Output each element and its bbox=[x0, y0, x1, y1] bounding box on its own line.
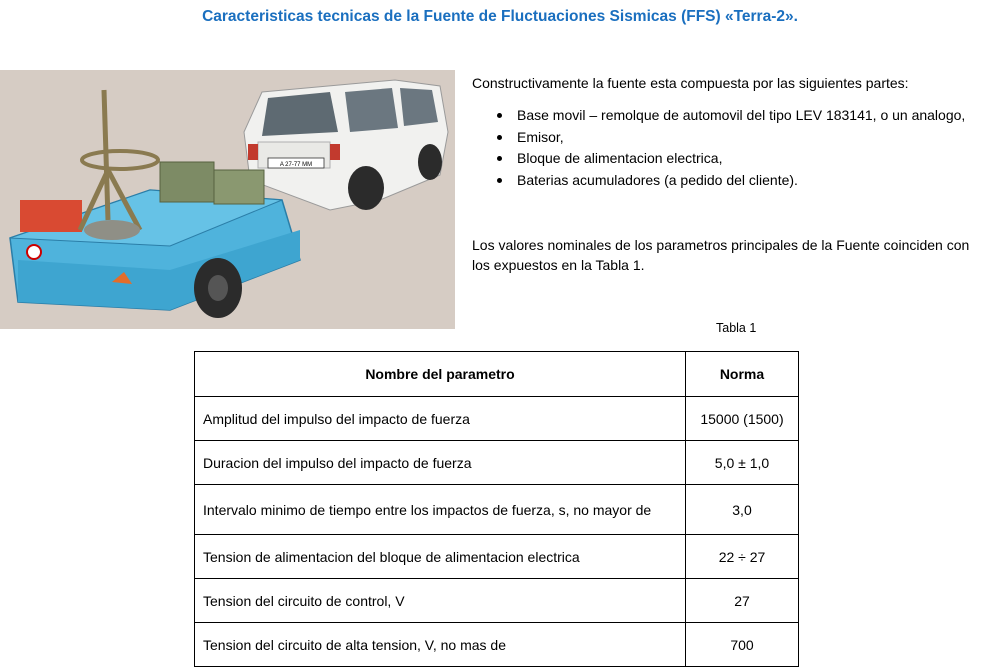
parameter-name: Intervalo minimo de tiempo entre los impactos de fuerza, s, no mayor de bbox=[195, 485, 686, 535]
parts-list bbox=[495, 105, 965, 191]
parameter-norm: 15000 (1500) bbox=[686, 397, 799, 441]
trailer-photo bbox=[0, 70, 455, 329]
column-header-name: Nombre del parametro bbox=[195, 352, 686, 397]
parameter-name: Tension de alimentacion del bloque de alimentacion electrica bbox=[195, 535, 686, 579]
parameter-name: Duracion del impulso del impacto de fuerza bbox=[195, 441, 686, 485]
parameter-name: Tension del circuito de control, V bbox=[195, 579, 686, 623]
parameter-norm: 5,0 ± 1,0 bbox=[686, 441, 799, 485]
plate-text: A 27-77 MM bbox=[279, 162, 313, 168]
intro-text: Constructivamente la fuente esta compuesta por las siguientes partes: bbox=[472, 75, 909, 91]
list-item: Base movil – remolque de automovil del tipo LEV 183141, o un analogo, bbox=[495, 105, 965, 127]
parameters-table bbox=[194, 351, 799, 667]
parameter-name: Tension del circuito de alta tension, V, no mas de bbox=[195, 623, 686, 667]
table-row bbox=[195, 535, 799, 579]
table-caption: Tabla 1 bbox=[716, 321, 757, 335]
list-item: Bloque de alimentacion electrica, bbox=[495, 148, 965, 170]
table-header-row bbox=[195, 352, 799, 397]
list-item: Emisor, bbox=[495, 127, 965, 149]
trailer-with-car-illustration bbox=[0, 70, 455, 329]
page-title: Caracteristicas tecnicas de la Fuente de Fluctuaciones Sismicas (FFS) «Terra-2». bbox=[202, 8, 798, 25]
parameter-norm: 22 ÷ 27 bbox=[686, 535, 799, 579]
column-header-norm: Norma bbox=[686, 352, 799, 397]
table-row bbox=[195, 623, 799, 667]
parameter-name: Amplitud del impulso del impacto de fuerza bbox=[195, 397, 686, 441]
table-row bbox=[195, 397, 799, 441]
parameter-norm: 3,0 bbox=[686, 485, 799, 535]
parameter-norm: 700 bbox=[686, 623, 799, 667]
table-row bbox=[195, 485, 799, 535]
table-row bbox=[195, 441, 799, 485]
values-paragraph: Los valores nominales de los parametros principales de la Fuente coinciden con los expuestos en la Tabla 1. bbox=[472, 237, 970, 273]
parameter-norm: 27 bbox=[686, 579, 799, 623]
table-row bbox=[195, 579, 799, 623]
list-item: Baterias acumuladores (a pedido del cliente). bbox=[495, 170, 965, 192]
